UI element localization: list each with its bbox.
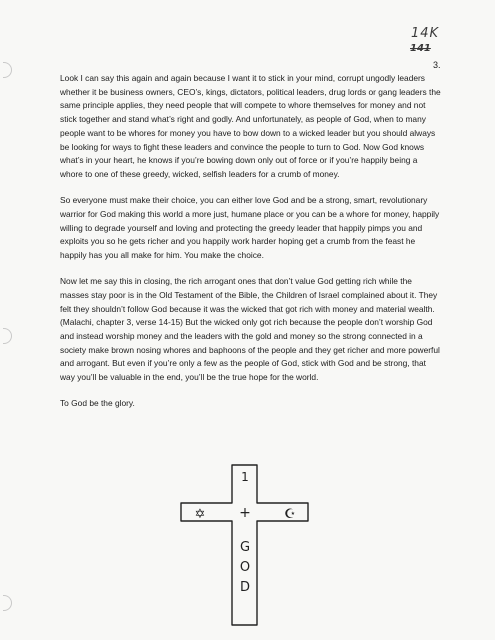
- cross-drawing: [180, 463, 310, 627]
- punch-hole-mark: [3, 328, 12, 344]
- cross-letter: O: [239, 560, 251, 575]
- paragraph: Look I can say this again and again because I want it to stick in your mind, corrupt ungodly leaders whether it be business owners, CEO’s, kings, dictators, political leaders, drug lords or gang leaders the same principle applies, they need people that will compete to whore themselves for money and not stick together and stand what’s right and godly. And unfortunately, as people of God, when to many people want to be whores for money you have to bow down to a wicked leader but you should always be looking for ways to fight these leaders and convince the people to turn to God. Now God knows what’s in your heart, he knows if you’re bowing down only out of force or if you’re happily being a whore to one of these greedy, wicked, selfish leaders for a crumb of money.: [60, 73, 441, 179]
- cross-number: 1: [241, 470, 249, 484]
- closing-line: To God be the glory.: [60, 398, 135, 409]
- paragraph: Now let me say this in closing, the rich arrogant ones that don’t value God getting rich while the masses stay poor is in the Old Testament of the Bible, the Children of Israel complained about it. They felt they shouldn’t follow God because it was the wicked that got rich with money and material wealth. (Malachi, chapter 3, verse 14-15) But the wicked only got rich because the people don’t worship God and instead worship money and the leaders with the gold and money so the strong connected in a society make brown nosing whores and baphoons of the people and they get richer and more powerful and arrogant. But even if you’re only a few as the people of God, stick with God and be strong, that way you’ll be valuable in the end, you’ll be the true hope for the world.: [60, 276, 440, 383]
- star-of-david-icon: ✡: [194, 507, 206, 522]
- cross-letter: D: [239, 580, 251, 595]
- handwritten-page-note: 14K: [411, 26, 440, 41]
- document-body: [60, 72, 442, 411]
- crescent-star-icon: ☪: [284, 507, 296, 522]
- struck-handwritten-note: 141: [410, 43, 431, 54]
- hand-drawn-cross: [180, 463, 310, 627]
- punch-hole-mark: [3, 595, 12, 611]
- paragraph: So everyone must make their choice, you can either love God and be a strong, smart, revolutionary warrior for God making this world a more just, humane place or you can be a whore for money, happily willing to degrade yourself and loving and protecting the greedy leader that happily pimps you and exploits you so he gets richer and you happily work harder hoping get a crumb from the feast he happily has you all make for him. You make the choice.: [60, 195, 440, 260]
- page-number: 3.: [433, 60, 441, 70]
- punch-hole-mark: [3, 62, 12, 78]
- cross-letter: G: [239, 540, 251, 555]
- plus-mark-icon: +: [239, 505, 251, 521]
